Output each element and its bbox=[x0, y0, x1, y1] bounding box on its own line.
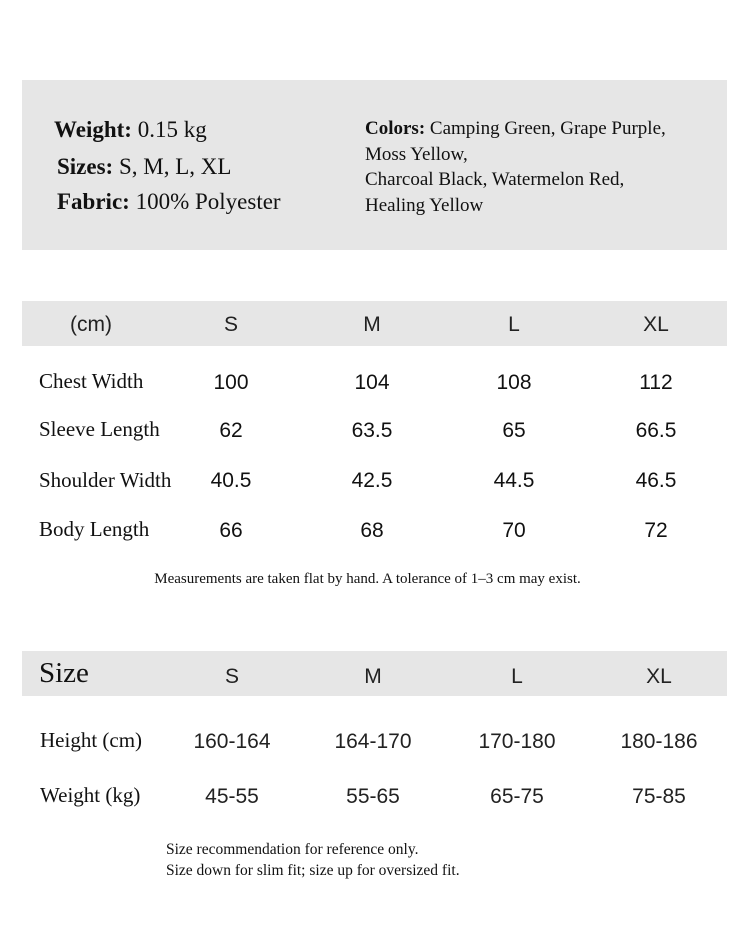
unit-header: (cm) bbox=[70, 313, 112, 336]
table-cell: 70 bbox=[502, 519, 526, 542]
size-header-s: S bbox=[224, 665, 239, 688]
table-cell: 42.5 bbox=[351, 469, 393, 492]
recommendation-note-line-2: Size down for slim fit; size up for oversized fit. bbox=[166, 862, 460, 879]
size-header-m: M bbox=[363, 313, 381, 336]
sizes-value: S, M, L, XL bbox=[118, 154, 232, 179]
size-header-s: S bbox=[223, 313, 238, 336]
row-label-shoulder-width: Shoulder Width bbox=[39, 468, 172, 492]
fabric-label: Fabric: bbox=[57, 189, 130, 214]
table-cell: 65-75 bbox=[490, 785, 544, 808]
colors-line-4: Healing Yellow bbox=[365, 194, 484, 216]
size-header-xl: XL bbox=[646, 665, 672, 688]
table-cell: 72 bbox=[644, 519, 668, 542]
sizes-label: Sizes: bbox=[57, 154, 114, 179]
table-cell: 75-85 bbox=[632, 785, 686, 808]
table-cell: 164-170 bbox=[334, 730, 412, 753]
table-cell: 160-164 bbox=[193, 730, 271, 753]
table-cell: 55-65 bbox=[346, 785, 400, 808]
table-cell: 108 bbox=[496, 371, 532, 394]
recommendation-note bbox=[166, 839, 460, 881]
row-label-chest-width: Chest Width bbox=[39, 369, 144, 393]
table-cell: 180-186 bbox=[620, 730, 698, 753]
size-header-l: L bbox=[511, 665, 523, 688]
fabric-spec bbox=[57, 189, 281, 215]
colors-line-1: Camping Green, Grape Purple, bbox=[429, 118, 666, 139]
table-cell: 65 bbox=[502, 419, 526, 442]
weight-spec bbox=[54, 117, 207, 143]
weight-value: 0.15 kg bbox=[137, 117, 207, 142]
table-cell: 45-55 bbox=[205, 785, 259, 808]
table-cell: 104 bbox=[354, 371, 390, 394]
measurement-note: Measurements are taken flat by hand. A tolerance of 1–3 cm may exist. bbox=[154, 571, 581, 587]
table-cell: 100 bbox=[213, 371, 249, 394]
row-label-height: Height (cm) bbox=[40, 728, 143, 752]
colors-line-3: Charcoal Black, Watermelon Red, bbox=[365, 169, 625, 190]
row-label-body-length: Body Length bbox=[39, 517, 150, 541]
table-cell: 68 bbox=[360, 519, 384, 542]
size-header-xl: XL bbox=[643, 313, 669, 336]
table-cell: 46.5 bbox=[635, 469, 677, 492]
sizes-spec bbox=[57, 154, 231, 180]
size-header-label: Size bbox=[39, 657, 89, 689]
table-cell: 170-180 bbox=[478, 730, 556, 753]
colors-spec bbox=[365, 116, 735, 218]
fabric-value: 100% Polyester bbox=[135, 189, 281, 214]
table-cell: 40.5 bbox=[210, 469, 252, 492]
size-header-m: M bbox=[364, 665, 382, 688]
colors-label: Colors: bbox=[365, 118, 426, 139]
table-cell: 112 bbox=[639, 371, 673, 394]
recommendation-note-line-1: Size recommendation for reference only. bbox=[166, 841, 419, 858]
weight-label: Weight: bbox=[54, 117, 132, 142]
table-cell: 66.5 bbox=[635, 419, 677, 442]
row-label-weight: Weight (kg) bbox=[40, 783, 141, 807]
table-cell: 44.5 bbox=[493, 469, 535, 492]
row-label-sleeve-length: Sleeve Length bbox=[39, 417, 160, 441]
colors-line-2: Moss Yellow, bbox=[365, 143, 468, 165]
size-header-l: L bbox=[508, 313, 520, 336]
table-cell: 66 bbox=[219, 519, 243, 542]
table-cell: 62 bbox=[219, 419, 243, 442]
table-cell: 63.5 bbox=[351, 419, 393, 442]
